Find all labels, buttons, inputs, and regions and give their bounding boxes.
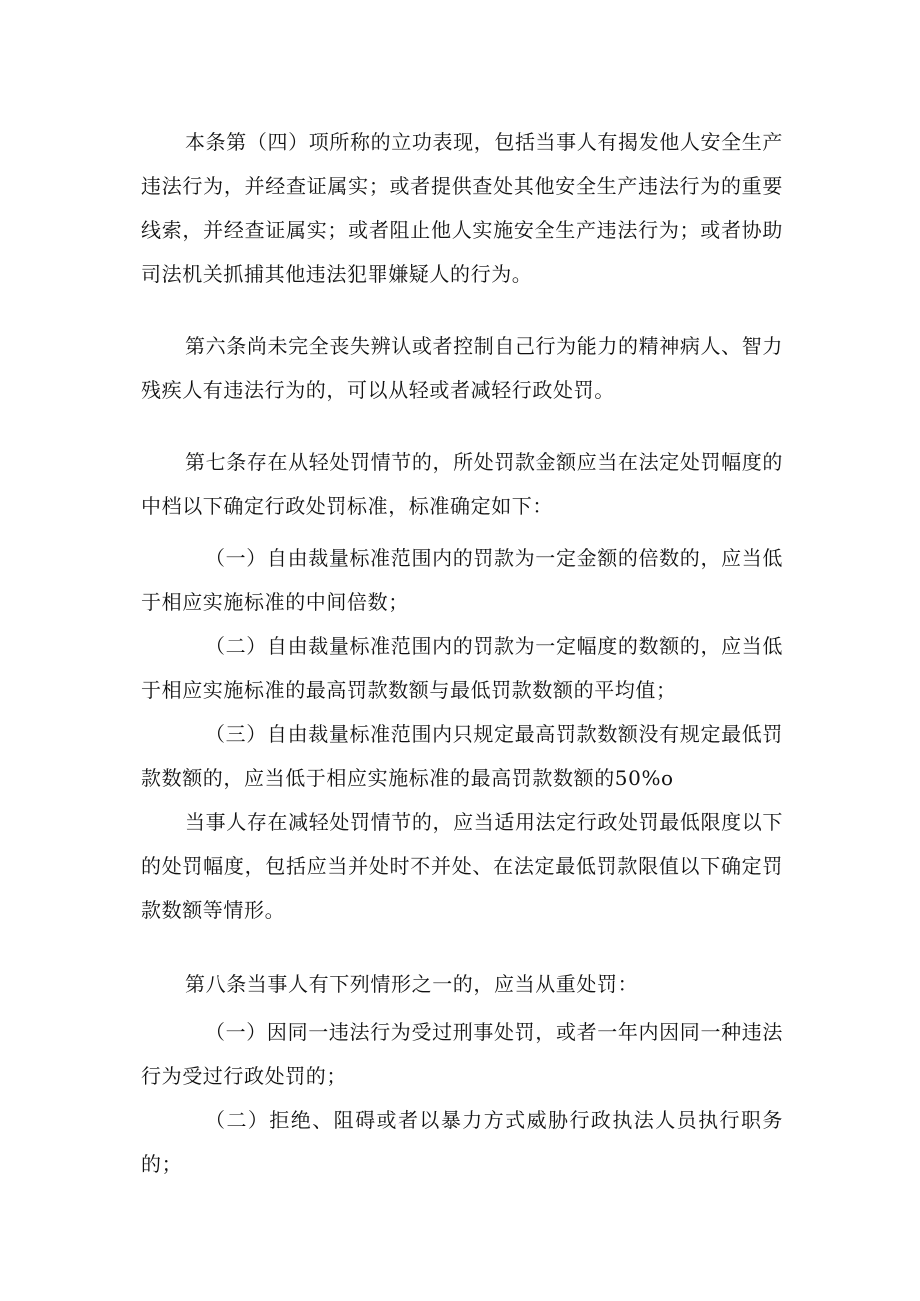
paragraph-article-8-item-2: （二）拒绝、阻碍或者以暴力方式威胁行政执法人员执行职务的； bbox=[141, 1108, 783, 1176]
paragraph-article-7: 第七条存在从轻处罚情节的，所处罚款金额应当在法定处罚幅度的中档以下确定行政处罚标准，标准确定如下： bbox=[141, 450, 783, 518]
paragraph-meritorious-conduct: 本条第（四）项所称的立功表现，包括当事人有揭发他人安全生产违法行为，并经查证属实；或者提供查处其他安全生产违法行为的重要线索，并经查证属实；或者阻止他人实施安全生产违法行为；或者协助司法机关抓捕其他违法犯罪嫌疑人的行为。 bbox=[141, 130, 783, 286]
paragraph-article-6: 第六条尚未完全丧失辨认或者控制自己行为能力的精神病人、智力残疾人有违法行为的，可以从轻或者减轻行政处罚。 bbox=[141, 334, 783, 402]
paragraph-article-8-item-1: （一）因同一违法行为受过刑事处罚，或者一年内因同一种违法行为受过行政处罚的； bbox=[141, 1020, 783, 1088]
paragraph-article-7-item-2: （二）自由裁量标准范围内的罚款为一定幅度的数额的，应当低于相应实施标准的最高罚款数额与最低罚款数额的平均值； bbox=[141, 634, 783, 702]
paragraph-article-7-item-3: （三）自由裁量标准范围内只规定最高罚款数额没有规定最低罚款数额的，应当低于相应实施标准的最高罚款数额的50%o bbox=[141, 722, 783, 790]
paragraph-mitigation: 当事人存在减轻处罚情节的，应当适用法定行政处罚最低限度以下的处罚幅度，包括应当并处时不并处、在法定最低罚款限值以下确定罚款数额等情形。 bbox=[141, 810, 783, 922]
paragraph-article-8: 第八条当事人有下列情形之一的，应当从重处罚： bbox=[185, 972, 639, 996]
paragraph-article-7-item-1: （一）自由裁量标准范围内的罚款为一定金额的倍数的，应当低于相应实施标准的中间倍数； bbox=[141, 546, 783, 614]
